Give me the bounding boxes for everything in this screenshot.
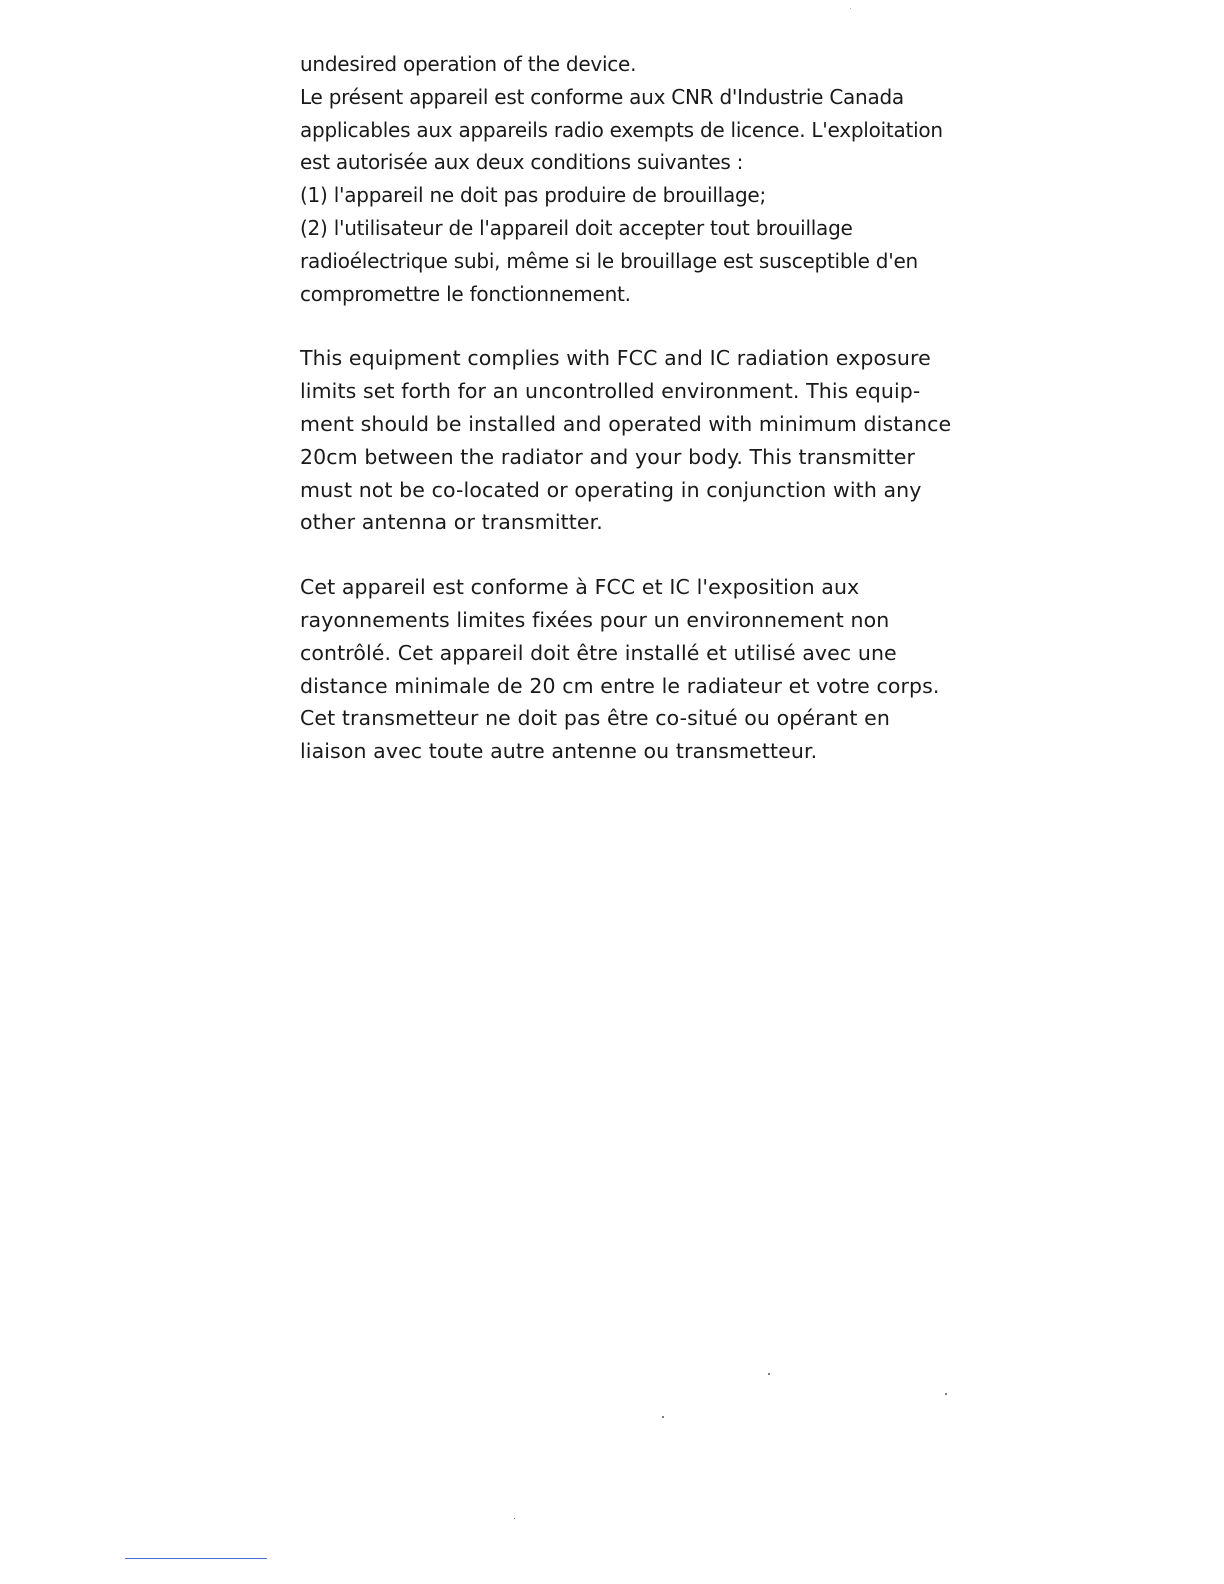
text-line: distance minimale de 20 cm entre le radiateur et votre corps.	[300, 673, 940, 698]
text-line: (2) l'utilisateur de l'appareil doit accepter tout brouillage	[300, 215, 853, 240]
rf-exposure-english-paragraph	[300, 342, 950, 539]
text-line: rayonnements limites fixées pour un environnement non	[300, 607, 890, 632]
text-line: undesired operation of the device.	[300, 52, 637, 76]
text-line: Cet transmetteur ne doit pas être co-situé ou opérant en	[300, 706, 890, 731]
ic-compliance-french-paragraph	[300, 48, 950, 310]
footnote-rule	[125, 1558, 267, 1559]
text-line: contrôlé. Cet appareil doit être installé et utilisé avec une	[300, 640, 897, 665]
text-line: est autorisée aux deux conditions suivantes :	[300, 150, 744, 175]
text-line: ment should be installed and operated with minimum distance	[300, 411, 952, 436]
text-line: compromettre le fonctionnement.	[300, 281, 631, 306]
text-line: 20cm between the radiator and your body. This transmitter	[300, 444, 916, 469]
scan-speck	[662, 1416, 664, 1418]
text-line: liaison avec toute autre antenne ou transmetteur.	[300, 739, 818, 764]
text-line: (1) l'appareil ne doit pas produire de brouillage;	[300, 183, 766, 208]
text-line: must not be co-located or operating in conjunction with any	[300, 477, 922, 502]
text-line: Cet appareil est conforme à FCC et IC l'exposition aux	[300, 575, 860, 600]
text-line: This equipment complies with FCC and IC radiation exposure	[300, 346, 931, 371]
text-line: Le présent appareil est conforme aux CNR d'Industrie Canada	[300, 84, 904, 109]
text-line: limits set forth for an uncontrolled environment. This equip-	[300, 379, 921, 404]
scan-speck	[850, 8, 851, 9]
scan-speck	[945, 1393, 947, 1395]
text-line: applicables aux appareils radio exempts de licence. L'exploitation	[300, 117, 943, 142]
scan-speck	[768, 1373, 770, 1375]
text-line: other antenna or transmitter.	[300, 510, 603, 535]
scan-speck	[514, 1518, 515, 1519]
text-column	[300, 48, 950, 768]
rf-exposure-french-paragraph	[300, 571, 950, 768]
text-line: radioélectrique subi, même si le brouillage est susceptible d'en	[300, 248, 918, 273]
